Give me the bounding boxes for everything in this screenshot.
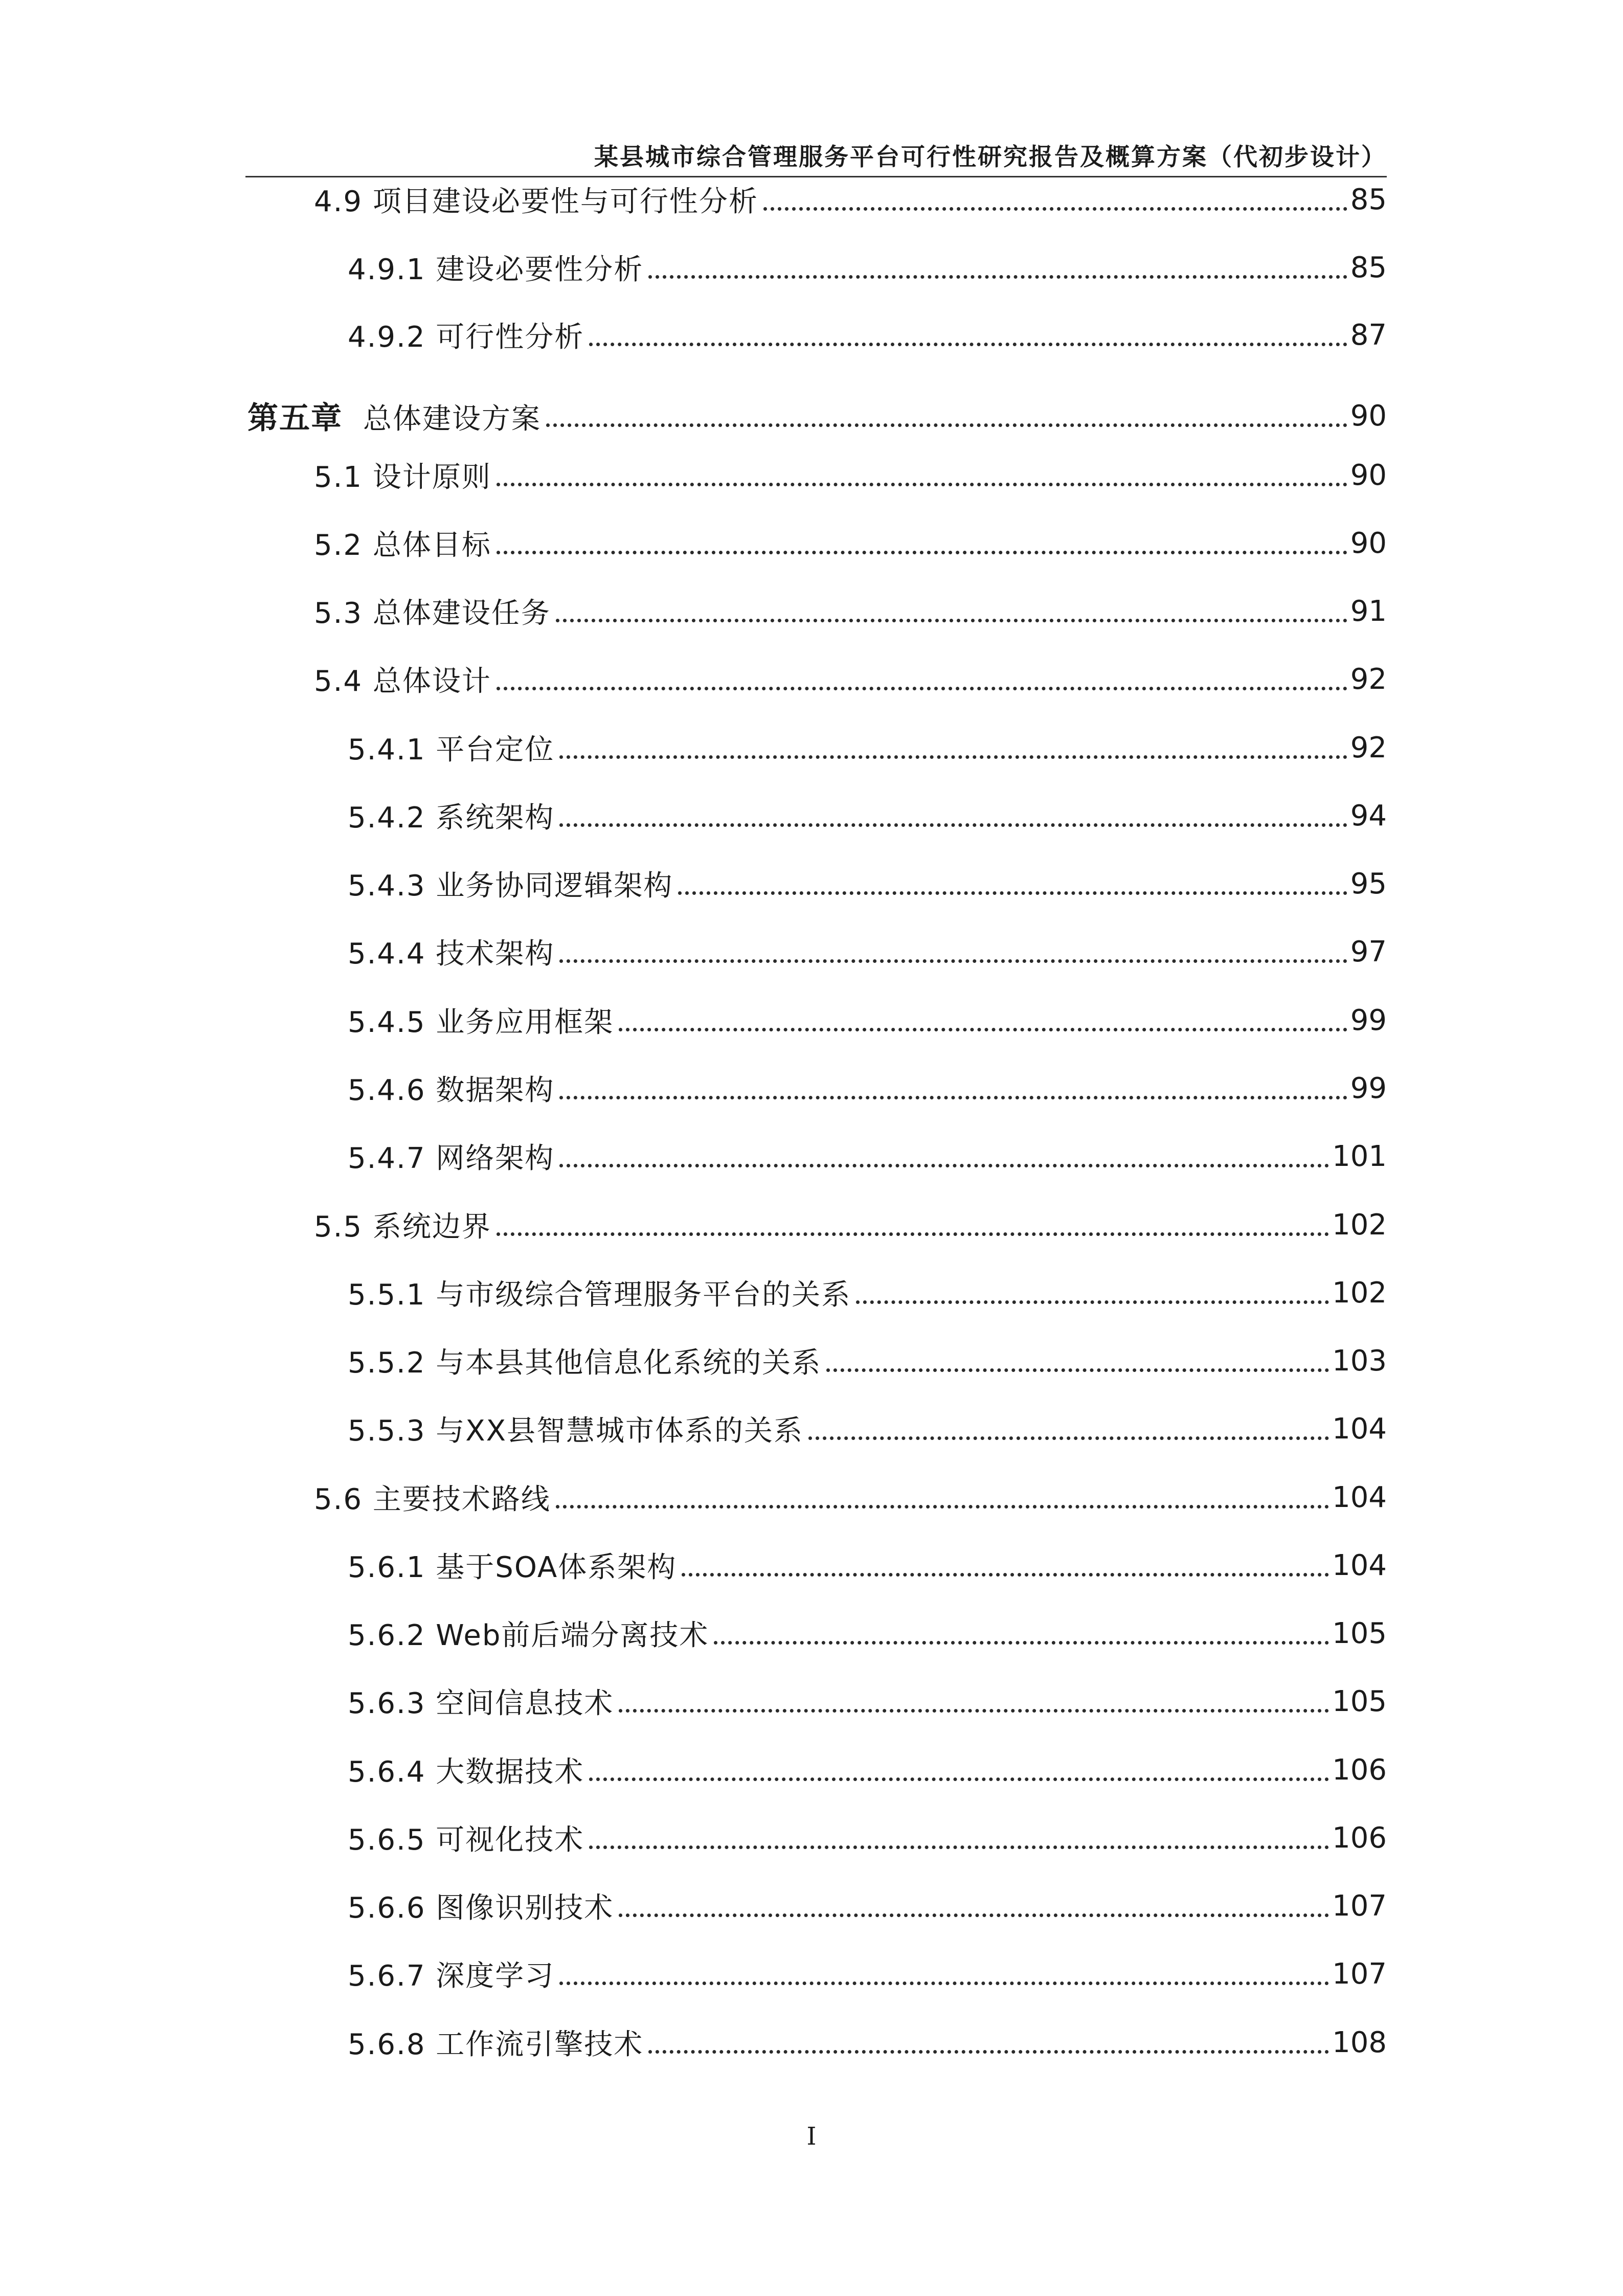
toc-entry-label: 4.9.1 建设必要性分析 (348, 253, 644, 286)
toc-entry-label: 5.6.8 工作流引擎技术 (348, 2028, 644, 2061)
toc-entry-label: 5.6.7 深度学习 (348, 1960, 555, 1993)
toc-entry[interactable] (348, 929, 1387, 975)
toc-dot-leader (648, 2050, 1329, 2054)
toc-page-number: 95 (1350, 867, 1387, 901)
toc-dot-leader (682, 1573, 1329, 1577)
toc-entry-label (247, 394, 543, 438)
toc-entry-label: 5.4.2 系统架构 (348, 801, 555, 835)
toc-entry[interactable] (348, 1610, 1387, 1656)
toc-dot-leader (589, 343, 1347, 346)
toc-page-number: 106 (1332, 1821, 1387, 1855)
toc-entry-label: 5.5.3 与XX县智慧城市体系的关系 (348, 1414, 804, 1448)
toc-entry[interactable] (348, 1406, 1387, 1452)
toc-entry[interactable] (348, 312, 1387, 358)
toc-entry[interactable] (348, 793, 1387, 839)
toc-page-number: 107 (1332, 1889, 1387, 1923)
toc-entry-label: 5.4.3 业务协同逻辑架构 (348, 869, 673, 903)
toc-entry-label: 5.5.1 与市级综合管理服务平台的关系 (348, 1278, 851, 1312)
toc-page-number: 90 (1350, 526, 1387, 560)
toc-chapter-title: 总体建设方案 (363, 402, 541, 436)
toc-entry[interactable] (348, 1678, 1387, 1724)
toc-dot-leader (559, 1096, 1347, 1099)
toc-page-number: 91 (1350, 594, 1387, 628)
toc-entry-label: 5.4.4 技术架构 (348, 937, 555, 971)
toc-entry-label: 5.6.4 大数据技术 (348, 1755, 584, 1789)
toc-entry-label: 5.4.1 平台定位 (348, 733, 555, 767)
toc-entry-label: 5.4.6 数据架构 (348, 1074, 555, 1107)
toc-dot-leader (559, 823, 1347, 827)
toc-page-number: 104 (1332, 1548, 1387, 1582)
toc-dot-leader (589, 1777, 1329, 1781)
toc-dot-leader (556, 619, 1347, 622)
toc-entry[interactable] (314, 588, 1387, 634)
toc-entry-label: 5.4.5 业务应用框架 (348, 1006, 614, 1039)
toc-dot-leader (559, 1982, 1329, 1985)
toc-entry[interactable] (348, 725, 1387, 771)
toc-entry-label: 4.9.2 可行性分析 (348, 321, 584, 354)
toc-page-number: 101 (1332, 1139, 1387, 1173)
toc-dot-leader (559, 1164, 1329, 1167)
toc-entry[interactable] (314, 1202, 1387, 1248)
toc-page-number: 105 (1332, 1684, 1387, 1718)
toc-page-number: 87 (1350, 318, 1387, 352)
toc-entry-label: 5.3 总体建设任务 (314, 597, 551, 630)
toc-dot-leader (678, 891, 1347, 895)
toc-dot-leader (714, 1641, 1329, 1645)
toc-page-number: 104 (1332, 1480, 1387, 1514)
toc-page-number: 103 (1332, 1344, 1387, 1378)
toc-entry[interactable] (348, 1815, 1387, 1861)
toc-entry[interactable] (348, 1133, 1387, 1179)
toc-page-number: 102 (1332, 1276, 1387, 1310)
toc-page-number: 104 (1332, 1412, 1387, 1446)
toc-page-number: 106 (1332, 1753, 1387, 1787)
toc-entry-label: 5.1 设计原则 (314, 461, 491, 494)
toc-entry[interactable] (348, 1065, 1387, 1111)
toc-page-number: 90 (1350, 399, 1387, 433)
toc-page-number: 92 (1350, 662, 1387, 696)
toc-dot-leader (497, 551, 1347, 554)
toc-entry[interactable] (348, 1883, 1387, 1929)
toc-entry-label: 5.6.5 可视化技术 (348, 1824, 584, 1857)
toc-dot-leader (559, 755, 1347, 759)
toc-page-number: 85 (1350, 183, 1387, 216)
toc-page-number: 107 (1332, 1957, 1387, 1991)
toc-dot-leader (808, 1436, 1329, 1440)
toc-entry-label: 5.6.1 基于SOA体系架构 (348, 1551, 677, 1584)
toc-page-number: 94 (1350, 799, 1387, 832)
toc-dot-leader (559, 959, 1347, 963)
toc-dot-leader (497, 687, 1347, 690)
toc-dot-leader (589, 1845, 1329, 1849)
toc-dot-leader (497, 483, 1347, 486)
toc-chapter-number: 第五章 (247, 400, 343, 436)
toc-page-number: 105 (1332, 1616, 1387, 1650)
toc-dot-leader (556, 1505, 1329, 1509)
toc-dot-leader (763, 207, 1347, 211)
toc-page-number: 97 (1350, 935, 1387, 969)
toc-entry[interactable] (348, 861, 1387, 907)
toc-entry[interactable] (314, 520, 1387, 566)
toc-page-number: 92 (1350, 731, 1387, 764)
toc-entry[interactable] (314, 656, 1387, 702)
toc-dot-leader (546, 423, 1347, 427)
toc-entry[interactable] (348, 1270, 1387, 1316)
toc-entry-label: 5.4.7 网络架构 (348, 1142, 555, 1175)
page-number: I (806, 2122, 817, 2151)
toc-dot-leader (619, 1914, 1329, 1917)
toc-entry[interactable] (247, 393, 1387, 439)
toc-page-number: 85 (1350, 251, 1387, 284)
toc-entry-label: 5.6.3 空间信息技术 (348, 1687, 614, 1720)
toc-page-number: 102 (1332, 1208, 1387, 1242)
toc-page-number: 99 (1350, 1071, 1387, 1105)
toc-entry-label: 5.6.6 图像识别技术 (348, 1892, 614, 1925)
toc-entry-label: 5.2 总体目标 (314, 529, 491, 562)
toc-dot-leader (497, 1232, 1329, 1236)
toc-entry[interactable] (348, 244, 1387, 290)
toc-dot-leader (856, 1300, 1329, 1304)
toc-dot-leader (619, 1709, 1329, 1713)
toc-entry[interactable] (314, 452, 1387, 498)
toc-page-number: 108 (1332, 2025, 1387, 2059)
toc-entry[interactable] (348, 1338, 1387, 1384)
toc-entry-label: 5.5 系统边界 (314, 1210, 491, 1244)
toc-dot-leader (826, 1368, 1329, 1372)
toc-entry-label: 5.5.2 与本县其他信息化系统的关系 (348, 1346, 822, 1380)
toc-entry[interactable] (348, 997, 1387, 1043)
toc-entry[interactable] (314, 176, 1387, 222)
toc-entry[interactable] (348, 1542, 1387, 1588)
running-header: 某县城市综合管理服务平台可行性研究报告及概算方案（代初步设计） (594, 143, 1387, 171)
toc-entry[interactable] (348, 2019, 1387, 2065)
toc-entry-label: 5.6.2 Web前后端分离技术 (348, 1619, 709, 1652)
toc-page-number: 99 (1350, 1003, 1387, 1037)
toc-dot-leader (619, 1028, 1347, 1031)
toc-entry-label: 5.6 主要技术路线 (314, 1483, 551, 1516)
toc-entry-label: 5.4 总体设计 (314, 665, 491, 698)
toc-entry[interactable] (314, 1474, 1387, 1520)
toc-entry[interactable] (348, 1951, 1387, 1997)
toc-entry-label: 4.9 项目建设必要性与可行性分析 (314, 185, 758, 218)
toc-entry[interactable] (348, 1747, 1387, 1793)
toc-page-number: 90 (1350, 458, 1387, 492)
toc-dot-leader (648, 275, 1347, 279)
